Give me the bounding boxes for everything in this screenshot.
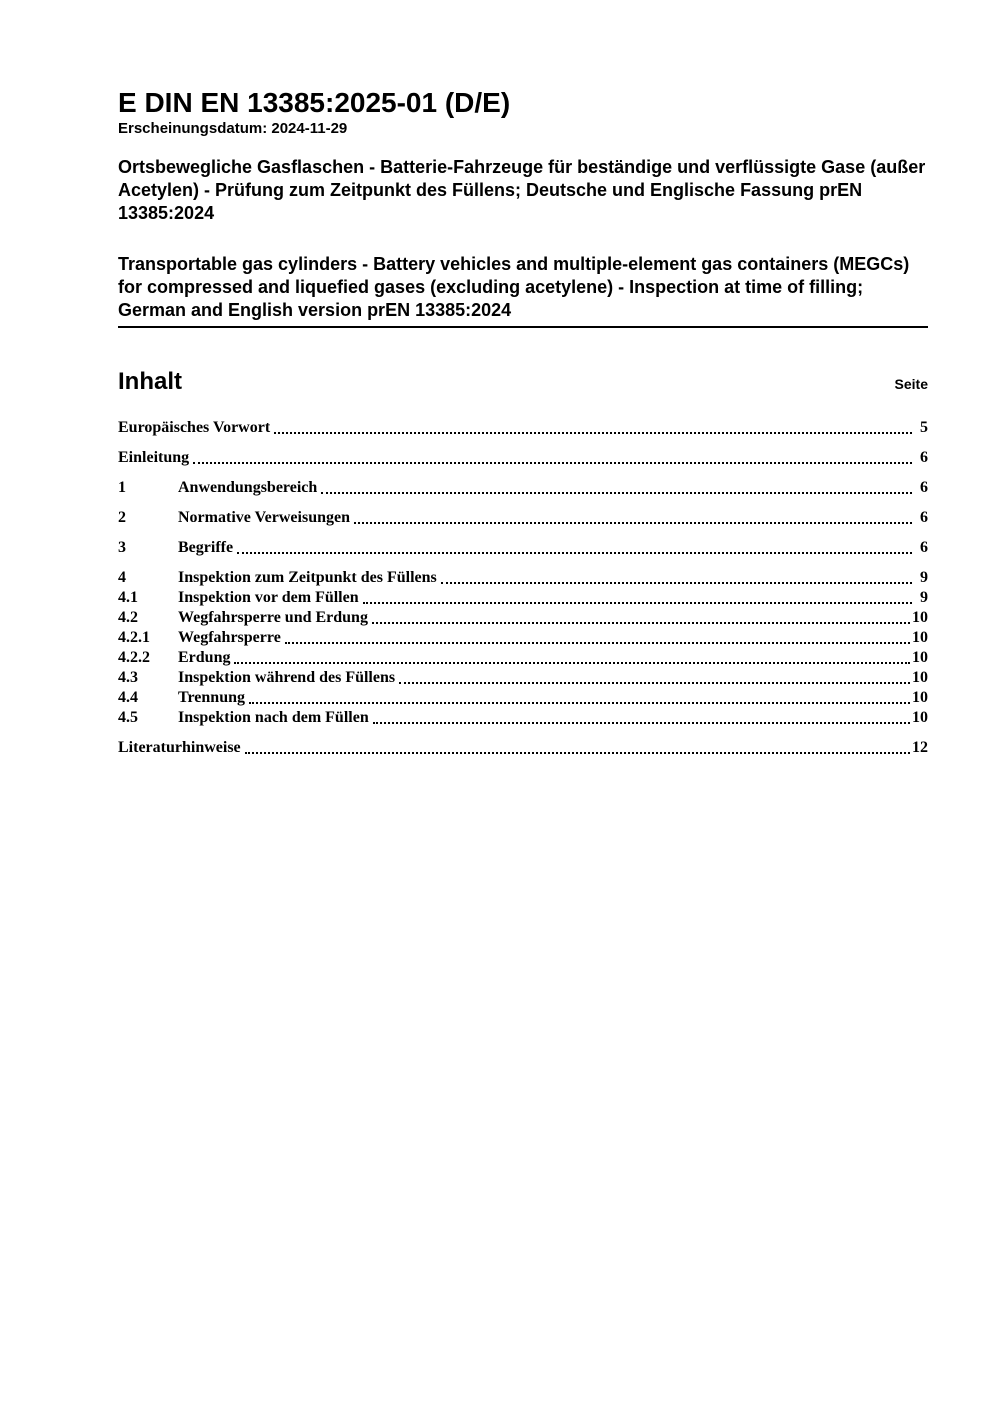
- toc-leader-dots: [373, 708, 910, 724]
- toc-leader-dots: [193, 448, 912, 464]
- toc-leader-dots: [274, 418, 912, 434]
- toc-entry-page: 10: [912, 609, 928, 627]
- toc-entry-label: Inspektion vor dem Füllen: [178, 589, 359, 607]
- toc-entry-number: 4: [118, 569, 126, 587]
- toc-entry-page: 10: [912, 629, 928, 647]
- toc-entry-number: 4.2.2: [118, 649, 150, 667]
- toc-entry-label: Literaturhinweise: [118, 739, 241, 757]
- toc-entry-page: 5: [920, 419, 928, 437]
- publication-date-line: [118, 120, 928, 137]
- toc-row[interactable]: [118, 668, 928, 688]
- publication-date-value: 2024-11-29: [271, 120, 348, 138]
- toc-row[interactable]: [118, 688, 928, 708]
- toc-entry-number: 4.1: [118, 589, 138, 607]
- publication-date-label: Erscheinungsdatum:: [118, 120, 268, 138]
- toc-entry-label: Normative Verweisungen: [178, 509, 350, 527]
- toc-leader-dots: [234, 648, 910, 664]
- toc-entry-label: Einleitung: [118, 449, 190, 467]
- toc-header-row: [118, 368, 928, 396]
- toc-row[interactable]: [118, 508, 928, 528]
- toc-entry-label: Anwendungsbereich: [178, 479, 318, 497]
- toc-row[interactable]: [118, 648, 928, 668]
- toc-row[interactable]: [118, 418, 928, 438]
- document-page: [118, 0, 928, 758]
- toc-entry-number: 2: [118, 509, 126, 527]
- toc-entry-page: 10: [912, 649, 928, 667]
- toc-entry-label: Inspektion nach dem Füllen: [178, 709, 369, 727]
- toc-entry-label: Inspektion zum Zeitpunkt des Füllens: [178, 569, 437, 587]
- toc-row[interactable]: [118, 538, 928, 558]
- standard-title-german: Ortsbewegliche Gasflaschen - Batterie-Fahrzeuge für beständige und verflüssigte Gase (außer Acetylen) - Prüfung zum Zeitpunkt des Füllens; Deutsche und Englische Fassung prEN 13385:2024: [118, 157, 926, 224]
- toc-row[interactable]: [118, 448, 928, 468]
- toc-entry-number: 4.2: [118, 609, 138, 627]
- toc-entry-number: 4.3: [118, 669, 138, 687]
- toc-row[interactable]: [118, 708, 928, 728]
- toc-entry-page: 10: [912, 669, 928, 687]
- toc-entry-page: 9: [920, 589, 928, 607]
- toc-row[interactable]: [118, 568, 928, 588]
- toc-entry-page: 6: [920, 539, 928, 557]
- toc-leader-dots: [441, 568, 912, 584]
- toc-entry-number: 4.2.1: [118, 629, 150, 647]
- toc-entry-page: 10: [912, 689, 928, 707]
- toc-leader-dots: [245, 738, 910, 754]
- toc-leader-dots: [321, 478, 912, 494]
- toc-entry-label: Europäisches Vorwort: [118, 419, 271, 437]
- toc-row[interactable]: [118, 628, 928, 648]
- toc-entry-label: Wegfahrsperre und Erdung: [178, 609, 368, 627]
- toc-leader-dots: [363, 588, 912, 604]
- toc-entry-number: 1: [118, 479, 126, 497]
- toc-leader-dots: [372, 608, 910, 624]
- toc-row[interactable]: [118, 738, 928, 758]
- standard-title-english: Transportable gas cylinders - Battery vehicles and multiple-element gas containers (MEGCs) for compressed and liquefied gases (excluding acetylene) - Inspection at time of filling; German and English version prEN 13385:2024: [118, 253, 928, 328]
- toc-row[interactable]: [118, 608, 928, 628]
- toc-leader-dots: [399, 668, 910, 684]
- toc-entry-label: Wegfahrsperre: [178, 629, 281, 647]
- toc-heading: Inhalt: [118, 368, 182, 396]
- toc-entry-page: 6: [920, 509, 928, 527]
- toc-page-column-label: Seite: [894, 376, 928, 393]
- toc-entry-number: 4.5: [118, 709, 138, 727]
- document-header: [118, 88, 928, 328]
- toc-entry-page: 9: [920, 569, 928, 587]
- toc-row[interactable]: [118, 478, 928, 498]
- toc-leader-dots: [285, 628, 910, 644]
- toc-leader-dots: [249, 688, 910, 704]
- toc-entry-label: Inspektion während des Füllens: [178, 669, 396, 687]
- toc-entry-label: Erdung: [178, 649, 231, 667]
- toc-entry-label: Begriffe: [178, 539, 234, 557]
- toc-entry-label: Trennung: [178, 689, 245, 707]
- toc-entry-number: 4.4: [118, 689, 138, 707]
- toc-entry-page: 10: [912, 709, 928, 727]
- toc-entry-number: 3: [118, 539, 126, 557]
- toc-entry-page: 6: [920, 449, 928, 467]
- toc-leader-dots: [354, 508, 912, 524]
- toc-entry-page: 12: [912, 739, 928, 757]
- toc-leader-dots: [237, 538, 912, 554]
- table-of-contents: [118, 418, 928, 758]
- toc-entry-page: 6: [920, 479, 928, 497]
- toc-row[interactable]: [118, 588, 928, 608]
- standard-number-title: E DIN EN 13385:2025-01 (D/E): [118, 87, 511, 118]
